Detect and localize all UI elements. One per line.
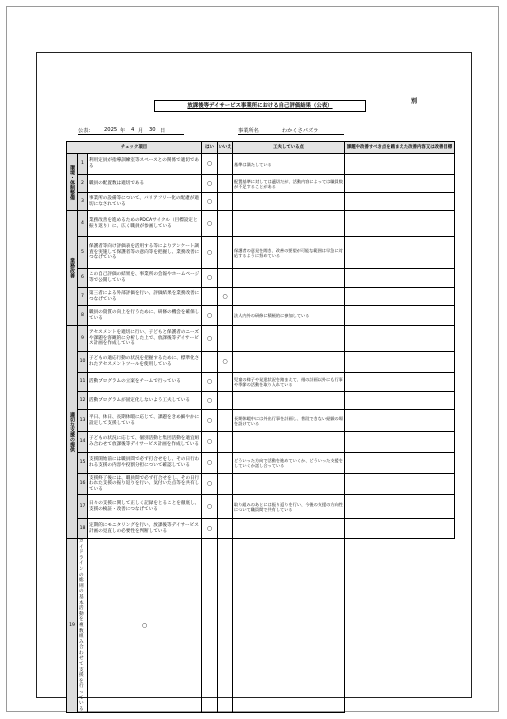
check-item: アセスメントを適切に行い、子どもと保護者のニーズや課題を客観的に分析した上で、放課後等デイサービス計画を作成している xyxy=(88,326,202,352)
table-row xyxy=(67,453,455,474)
table-row xyxy=(67,269,455,288)
improvement-plan xyxy=(345,193,455,211)
no-mark: ○ xyxy=(218,352,233,373)
improvement-note: 基準は満たしている xyxy=(233,154,345,175)
improvement-note xyxy=(233,352,345,373)
no-mark xyxy=(218,237,233,269)
table-row xyxy=(67,326,455,352)
improvement-plan xyxy=(345,175,455,193)
office-name: わかくさパズラ xyxy=(282,128,319,134)
row-number: 4 xyxy=(78,211,88,237)
check-item: 活動プログラムが固定化しないよう工夫している xyxy=(88,392,202,410)
row-number: 5 xyxy=(78,237,88,269)
yes-mark: ○ xyxy=(202,453,218,474)
yes-mark: ○ xyxy=(202,154,218,175)
yes-mark: ○ xyxy=(202,392,218,410)
no-mark xyxy=(218,392,233,410)
improvement-plan xyxy=(345,288,455,306)
improvement-plan xyxy=(345,352,455,373)
row-number: 7 xyxy=(78,288,88,306)
header-improve: 工夫している点 xyxy=(233,142,345,154)
table-row xyxy=(67,288,455,306)
table-row xyxy=(67,373,455,392)
check-item: 日々の支援に関して正しく記録をとることを徹底し、支援の検証・改善につなげている xyxy=(88,495,202,519)
improvement-note: 配置基準に対しては適切だが、活動内容によっては職員数が不足することがある xyxy=(233,175,345,193)
check-item: 業務改善を進めるためのPDCAサイクル（目標設定と振り返り）に、広く職員が参画している xyxy=(88,211,202,237)
improvement-plan xyxy=(345,474,455,495)
publish-day-unit: 日 xyxy=(160,128,166,134)
form-marker: 別 xyxy=(411,98,418,105)
no-mark xyxy=(218,154,233,175)
no-mark: ○ xyxy=(218,288,233,306)
category-label: 業務改善 xyxy=(67,211,78,326)
improvement-plan xyxy=(345,211,455,237)
header-check: チェック項目 xyxy=(67,142,202,154)
no-mark xyxy=(218,326,233,352)
row-number: 12 xyxy=(78,392,88,410)
no-mark xyxy=(218,373,233,392)
publish-month-unit: 月 xyxy=(138,128,144,134)
table-header-row xyxy=(67,142,455,154)
yes-mark: ○ xyxy=(202,269,218,288)
publish-year-unit: 年 xyxy=(120,128,126,134)
header-plan: 課題や改善すべき点を踏まえた改善内容又は改善目標 xyxy=(345,142,455,154)
row-number: 16 xyxy=(78,474,88,495)
improvement-plan xyxy=(345,410,455,432)
check-item: 職員の資質の向上を行うために、研修の機会を確保している xyxy=(88,306,202,326)
table-row xyxy=(67,193,455,211)
row-number: 11 xyxy=(78,373,88,392)
improvement-note: どういった方向で活動を進めていくか、どういった支援をしていくか話し合っている xyxy=(233,453,345,474)
improvement-note xyxy=(233,193,345,211)
no-mark xyxy=(218,519,233,539)
no-mark xyxy=(218,432,233,453)
row-number: 17 xyxy=(78,495,88,519)
check-item: 平日、休日、長期休暇に応じて、課題をきめ細やかに設定して支援している xyxy=(88,410,202,432)
improvement-plan xyxy=(345,154,455,175)
table-row xyxy=(67,392,455,410)
yes-mark: ○ xyxy=(202,432,218,453)
improvement-note xyxy=(233,211,345,237)
yes-mark: ○ xyxy=(202,373,218,392)
improvement-plan xyxy=(345,495,455,519)
row-number: 2 xyxy=(78,175,88,193)
publish-year: 2025 xyxy=(104,127,118,133)
table-row xyxy=(67,211,455,237)
check-item: 活動プログラムの立案をチームで行っている xyxy=(88,373,202,392)
improvement-note xyxy=(233,392,345,410)
improvement-note xyxy=(233,432,345,453)
improvement-plan xyxy=(345,373,455,392)
improvement-plan xyxy=(345,432,455,453)
no-mark xyxy=(218,193,233,211)
row-number: 13 xyxy=(78,410,88,432)
improvement-plan xyxy=(345,453,455,474)
evaluation-table xyxy=(66,141,455,713)
category-label: 環境・体制整備 xyxy=(67,154,78,211)
improvement-note: 取り組みのあとには振り返りを行い、今後の支援の方向性について職員間で共有している xyxy=(233,495,345,519)
publish-month: 4 xyxy=(131,127,135,133)
check-item: 職員の配置数は適切である xyxy=(88,175,202,193)
table-row xyxy=(67,410,455,432)
improvement-note: 保護者の意見を聞き、改善の要望が可能な範囲は早急に対応するように努めている xyxy=(233,237,345,269)
yes-mark xyxy=(202,288,218,306)
document-title: 放課後等デイサービス事業所における自己評価結果（公表） xyxy=(154,100,366,112)
no-mark xyxy=(218,453,233,474)
yes-mark: ○ xyxy=(88,539,202,713)
yes-mark: ○ xyxy=(202,519,218,539)
check-item: 子どもの適応行動の状況を把握するために、標準化されたアセスメントツールを使用している xyxy=(88,352,202,373)
header-no: いいえ xyxy=(218,142,233,154)
table-row xyxy=(67,175,455,193)
table-row xyxy=(67,306,455,326)
yes-mark: ○ xyxy=(202,193,218,211)
improvement-note: 長期休暇中には外出行事を計画し、普段できない経験の場を設けている xyxy=(233,410,345,432)
yes-mark: ○ xyxy=(202,495,218,519)
check-item: 支援終了後には、職員間で必ず打合せをし、その日行われた支援の振り返りを行い、気付いた点等を共有している xyxy=(88,474,202,495)
no-mark xyxy=(218,175,233,193)
office-underline xyxy=(238,134,344,135)
improvement-plan xyxy=(345,237,455,269)
table-row xyxy=(67,474,455,495)
yes-mark: ○ xyxy=(202,410,218,432)
publish-label: 公表： xyxy=(78,128,94,134)
no-mark xyxy=(218,495,233,519)
check-item: 利用定員が指導訓練室等スペースとの関係で適切である xyxy=(88,154,202,175)
check-item: 事業所の設備等について、バリアフリー化の配慮が適切になされている xyxy=(88,193,202,211)
yes-mark: ○ xyxy=(202,326,218,352)
no-mark xyxy=(202,539,218,713)
yes-mark: ○ xyxy=(202,237,218,269)
row-number: 3 xyxy=(78,193,88,211)
category-label: 適切な支援の提供 xyxy=(67,326,78,539)
improvement-note xyxy=(233,474,345,495)
publish-underline xyxy=(78,134,184,135)
table-row xyxy=(67,352,455,373)
table-row xyxy=(67,154,455,175)
no-mark xyxy=(218,211,233,237)
row-number: 19 xyxy=(67,539,78,713)
improvement-note xyxy=(233,288,345,306)
row-number: 18 xyxy=(78,519,88,539)
check-item: 定期的にモニタリングを行い、放課後等デイサービス計画の見直しの必要性を判断している xyxy=(88,519,202,539)
row-number: 10 xyxy=(78,352,88,373)
row-number: 15 xyxy=(78,453,88,474)
table-row xyxy=(67,432,455,453)
table-row xyxy=(67,237,455,269)
check-item: 第三者による外部評価を行い、評価結果を業務改善につなげている xyxy=(88,288,202,306)
yes-mark xyxy=(202,352,218,373)
yes-mark: ○ xyxy=(202,211,218,237)
improvement-plan xyxy=(345,306,455,326)
table-row xyxy=(67,519,455,539)
yes-mark: ○ xyxy=(202,175,218,193)
table-row xyxy=(67,539,455,713)
check-item: ガイドラインの総則の基本活動を複数組み合わせて支援を行っている xyxy=(78,539,88,713)
check-item: 子どもの状況に応じて、個別活動と集団活動を適宜組み合わせて放課後等デイサービス計画を作成している xyxy=(88,432,202,453)
check-item: 保護者等向け評価表を活用する等によりアンケート調査を実施して保護者等の意向等を把握し、業務改善につなげている xyxy=(88,237,202,269)
improvement-note xyxy=(233,326,345,352)
improvement-note xyxy=(233,269,345,288)
publish-day: 30 xyxy=(149,127,156,133)
improvement-plan xyxy=(345,326,455,352)
improvement-note: 法人内外の研修に積極的に参加している xyxy=(233,306,345,326)
row-number: 8 xyxy=(78,306,88,326)
office-label: 事業所名 xyxy=(238,128,259,134)
improvement-plan xyxy=(345,392,455,410)
improvement-plan xyxy=(233,539,345,713)
yes-mark: ○ xyxy=(202,474,218,495)
check-item: この自己評価の結果を、事業所の会報やホームページ等で公開している xyxy=(88,269,202,288)
improvement-note xyxy=(218,539,233,713)
improvement-plan xyxy=(345,519,455,539)
no-mark xyxy=(218,410,233,432)
no-mark xyxy=(218,269,233,288)
header-yes: はい xyxy=(202,142,218,154)
row-number: 1 xyxy=(78,154,88,175)
row-number: 9 xyxy=(78,326,88,352)
no-mark xyxy=(218,474,233,495)
row-number: 6 xyxy=(78,269,88,288)
table-row xyxy=(67,495,455,519)
check-item: 支援開始前には職員間で必ず打合せをし、その日行われる支援の内容や役割分担について確認している xyxy=(88,453,202,474)
no-mark xyxy=(218,306,233,326)
improvement-note: 児童の様子や発達状況を踏まえて、週の計画以外にも行事や季節の活動を取り入れている xyxy=(233,373,345,392)
table-body xyxy=(67,154,455,713)
improvement-note xyxy=(233,519,345,539)
yes-mark: ○ xyxy=(202,306,218,326)
row-number: 14 xyxy=(78,432,88,453)
improvement-plan xyxy=(345,269,455,288)
